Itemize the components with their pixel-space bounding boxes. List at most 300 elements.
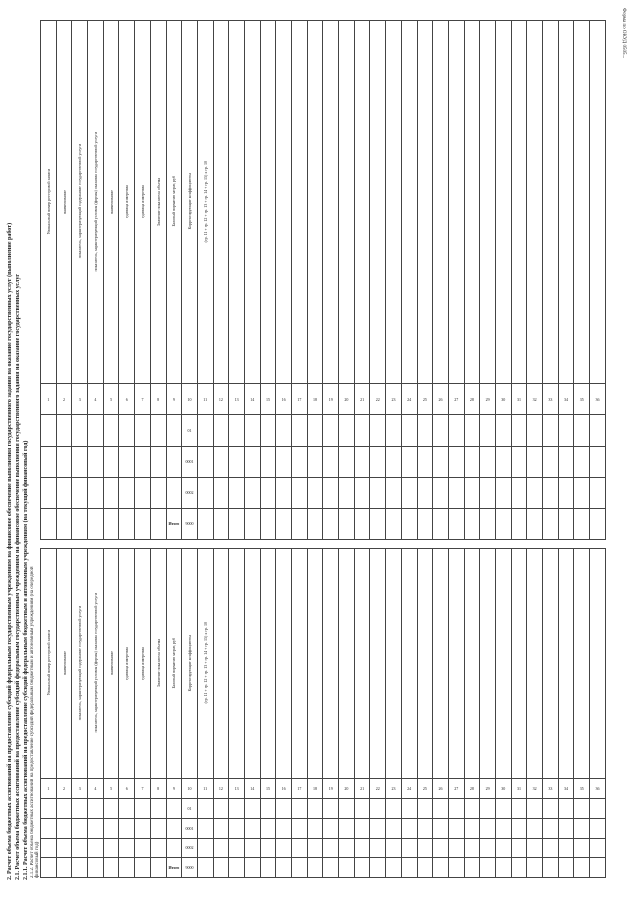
table-cell bbox=[448, 415, 464, 446]
table-cell: 01 bbox=[182, 415, 198, 446]
column-number: 33 bbox=[543, 384, 559, 415]
column-number: 16 bbox=[276, 779, 292, 799]
table-cell bbox=[213, 446, 229, 477]
table-cell bbox=[103, 799, 119, 819]
table-row bbox=[41, 508, 606, 539]
header-cell bbox=[229, 549, 245, 779]
table-cell bbox=[401, 858, 417, 878]
title-line-1: 2. Расчет объема бюджетных ассигнований на предоставление субсидий федеральным государственным учреждениям на финансовое обеспечение выполнения государственного задания на оказание государственных услуг (выполнение работ) bbox=[7, 222, 13, 880]
header-cell bbox=[480, 549, 496, 779]
table-cell bbox=[244, 477, 260, 508]
table-cell bbox=[135, 446, 151, 477]
table-cell bbox=[480, 818, 496, 838]
table-cell bbox=[464, 818, 480, 838]
table-cell bbox=[590, 508, 606, 539]
table-cell bbox=[276, 477, 292, 508]
table-cell bbox=[401, 508, 417, 539]
header-cell bbox=[448, 549, 464, 779]
table-cell bbox=[354, 838, 370, 858]
table-cell: 0002 bbox=[182, 477, 198, 508]
table-cell bbox=[354, 415, 370, 446]
header-cell bbox=[244, 549, 260, 779]
table-cell bbox=[213, 508, 229, 539]
header-cell bbox=[511, 549, 527, 779]
table-cell bbox=[464, 446, 480, 477]
table-cell bbox=[543, 446, 559, 477]
header-cell bbox=[166, 21, 182, 384]
table-cell bbox=[574, 818, 590, 838]
column-number: 23 bbox=[386, 384, 402, 415]
table-cell bbox=[229, 415, 245, 446]
table-cell bbox=[433, 818, 449, 838]
table-cell bbox=[558, 477, 574, 508]
table-cell: Итого bbox=[166, 508, 182, 539]
table-cell bbox=[166, 446, 182, 477]
table-cell bbox=[229, 818, 245, 838]
header-cell bbox=[182, 549, 198, 779]
header-cell bbox=[88, 21, 104, 384]
header-cell bbox=[135, 21, 151, 384]
column-number: 6 bbox=[119, 779, 135, 799]
table-cell bbox=[229, 858, 245, 878]
table-cell bbox=[590, 858, 606, 878]
table-cell bbox=[135, 858, 151, 878]
column-number: 1 bbox=[41, 384, 57, 415]
table-cell bbox=[197, 446, 213, 477]
header-cell bbox=[260, 21, 276, 384]
table-cell bbox=[558, 446, 574, 477]
table-cell bbox=[135, 415, 151, 446]
table-cell bbox=[103, 477, 119, 508]
table-cell: 0001 bbox=[182, 446, 198, 477]
table-cell bbox=[276, 508, 292, 539]
column-number: 6 bbox=[119, 384, 135, 415]
table-cell: 0001 bbox=[182, 818, 198, 838]
table-cell bbox=[276, 818, 292, 838]
table-cell bbox=[213, 858, 229, 878]
unique-number-header: Уникальный номер реестровой записи bbox=[45, 630, 51, 696]
table-cell bbox=[558, 799, 574, 819]
header-cell bbox=[41, 21, 57, 384]
table-cell bbox=[386, 508, 402, 539]
header-row bbox=[41, 21, 606, 384]
column-number: 22 bbox=[370, 779, 386, 799]
column-number: 25 bbox=[417, 384, 433, 415]
table-cell bbox=[135, 818, 151, 838]
table-cell bbox=[543, 415, 559, 446]
calculation-table-2 bbox=[40, 548, 606, 878]
table-cell bbox=[213, 799, 229, 819]
table-cell bbox=[276, 446, 292, 477]
header-cell bbox=[197, 21, 213, 384]
column-number: 23 bbox=[386, 779, 402, 799]
table-cell bbox=[527, 415, 543, 446]
table-cell bbox=[511, 858, 527, 878]
table-cell: 01 bbox=[182, 799, 198, 819]
table-cell bbox=[88, 508, 104, 539]
indicator-name-header: наименование bbox=[108, 189, 114, 214]
table-cell bbox=[197, 415, 213, 446]
table-cell bbox=[370, 508, 386, 539]
column-number: 34 bbox=[558, 384, 574, 415]
table-cell bbox=[339, 858, 355, 878]
header-cell bbox=[558, 21, 574, 384]
column-number: 31 bbox=[511, 384, 527, 415]
table-cell bbox=[464, 477, 480, 508]
table-cell bbox=[527, 838, 543, 858]
column-number: 31 bbox=[511, 779, 527, 799]
header-cell bbox=[41, 549, 57, 779]
table-cell bbox=[511, 838, 527, 858]
table-cell bbox=[495, 477, 511, 508]
header-cell bbox=[260, 549, 276, 779]
column-number: 28 bbox=[464, 384, 480, 415]
table-cell bbox=[433, 415, 449, 446]
table-cell bbox=[103, 415, 119, 446]
table-section-next-year bbox=[30, 548, 606, 878]
service-name-header: наименование bbox=[61, 651, 67, 676]
service-content-header: показатель, характеризующий содержание государственной услуги bbox=[77, 605, 83, 721]
table-cell bbox=[590, 818, 606, 838]
column-number: 24 bbox=[401, 384, 417, 415]
unit-header: единица измерения bbox=[124, 185, 130, 219]
table-cell bbox=[197, 477, 213, 508]
table-cell bbox=[197, 838, 213, 858]
table-cell bbox=[244, 858, 260, 878]
header-cell bbox=[182, 21, 198, 384]
table-cell bbox=[543, 838, 559, 858]
table-cell bbox=[558, 508, 574, 539]
table-cell bbox=[543, 818, 559, 838]
table-cell bbox=[307, 508, 323, 539]
table-section-current-year bbox=[40, 20, 606, 540]
table-cell bbox=[464, 508, 480, 539]
table-cell bbox=[56, 446, 72, 477]
column-number: 21 bbox=[354, 779, 370, 799]
table-cell bbox=[401, 477, 417, 508]
table-cell bbox=[166, 799, 182, 819]
table-cell bbox=[197, 508, 213, 539]
column-number: 8 bbox=[150, 779, 166, 799]
table-cell bbox=[417, 858, 433, 878]
table-cell bbox=[574, 446, 590, 477]
table-cell bbox=[401, 799, 417, 819]
table-cell bbox=[558, 818, 574, 838]
table-cell bbox=[72, 446, 88, 477]
header-cell bbox=[276, 21, 292, 384]
column-number: 32 bbox=[527, 779, 543, 799]
table-cell bbox=[150, 446, 166, 477]
header-cell bbox=[401, 21, 417, 384]
column-number: 9 bbox=[166, 384, 182, 415]
column-number: 4 bbox=[88, 384, 104, 415]
table-cell bbox=[480, 477, 496, 508]
table-cell bbox=[543, 508, 559, 539]
column-number: 20 bbox=[339, 384, 355, 415]
table-cell bbox=[354, 477, 370, 508]
column-number: 7 bbox=[135, 779, 151, 799]
table-cell: 9000 bbox=[182, 858, 198, 878]
table-cell bbox=[213, 818, 229, 838]
table-cell bbox=[323, 799, 339, 819]
table-cell bbox=[41, 477, 57, 508]
table-row bbox=[41, 477, 606, 508]
header-cell bbox=[433, 21, 449, 384]
service-conditions-header: показатель, характеризующий условия (формы) оказания государственной услуги bbox=[92, 131, 98, 272]
header-cell bbox=[401, 549, 417, 779]
header-cell bbox=[72, 21, 88, 384]
column-number: 26 bbox=[433, 384, 449, 415]
header-cell bbox=[292, 549, 308, 779]
table-cell bbox=[574, 508, 590, 539]
header-cell bbox=[464, 21, 480, 384]
table-cell bbox=[543, 858, 559, 878]
table-cell bbox=[448, 818, 464, 838]
column-number: 33 bbox=[543, 779, 559, 799]
table-cell bbox=[354, 799, 370, 819]
table-cell bbox=[574, 838, 590, 858]
header-cell bbox=[558, 549, 574, 779]
table-cell bbox=[386, 799, 402, 819]
header-row bbox=[41, 549, 606, 779]
header-cell bbox=[119, 21, 135, 384]
unit-header: единица измерения bbox=[124, 646, 130, 680]
table-cell bbox=[401, 818, 417, 838]
formula-header: (гр. 11 + гр. 12 + гр. 13 + гр. 14 + гр. 15) x гр. 10 bbox=[202, 160, 208, 243]
table-cell bbox=[88, 477, 104, 508]
header-cell bbox=[276, 549, 292, 779]
column-number: 28 bbox=[464, 779, 480, 799]
table-cell bbox=[495, 415, 511, 446]
column-number: 5 bbox=[103, 384, 119, 415]
table-cell bbox=[417, 477, 433, 508]
table-cell bbox=[260, 838, 276, 858]
header-cell bbox=[307, 549, 323, 779]
table-cell bbox=[103, 818, 119, 838]
table-cell bbox=[511, 477, 527, 508]
table-cell bbox=[56, 415, 72, 446]
table-cell bbox=[135, 508, 151, 539]
table-cell bbox=[370, 415, 386, 446]
table-cell bbox=[229, 477, 245, 508]
column-number: 3 bbox=[72, 384, 88, 415]
table-cell bbox=[260, 446, 276, 477]
table-cell bbox=[307, 818, 323, 838]
header-cell bbox=[574, 21, 590, 384]
header-cell bbox=[119, 549, 135, 779]
table-cell bbox=[276, 838, 292, 858]
table-cell bbox=[558, 838, 574, 858]
table-cell: 0002 bbox=[182, 838, 198, 858]
header-cell bbox=[370, 21, 386, 384]
header-cell bbox=[197, 549, 213, 779]
table-cell bbox=[307, 446, 323, 477]
table-cell bbox=[448, 858, 464, 878]
table-cell bbox=[229, 799, 245, 819]
table-cell bbox=[150, 477, 166, 508]
header-cell bbox=[323, 549, 339, 779]
table-cell bbox=[41, 508, 57, 539]
service-conditions-header: показатель, характеризующий условия (формы) оказания государственной услуги bbox=[92, 593, 98, 733]
table-cell bbox=[495, 818, 511, 838]
header-cell bbox=[229, 21, 245, 384]
table-cell bbox=[260, 818, 276, 838]
table-cell bbox=[292, 477, 308, 508]
column-number: 34 bbox=[558, 779, 574, 799]
table-cell bbox=[166, 477, 182, 508]
column-number: 18 bbox=[307, 779, 323, 799]
header-cell bbox=[590, 549, 606, 779]
header-cell bbox=[354, 21, 370, 384]
table-cell bbox=[244, 799, 260, 819]
table-cell bbox=[41, 446, 57, 477]
table-cell bbox=[103, 838, 119, 858]
header-cell bbox=[370, 549, 386, 779]
column-number: 27 bbox=[448, 384, 464, 415]
table-cell bbox=[150, 858, 166, 878]
table-cell bbox=[511, 508, 527, 539]
table-cell: Итого bbox=[166, 858, 182, 878]
service-content-header: показатель, характеризующий содержание государственной услуги bbox=[77, 144, 83, 259]
column-number: 5 bbox=[103, 779, 119, 799]
title-line-2: 2.1. Расчет объема бюджетных ассигнований на предоставление субсидий федеральным государственным учреждениям на финансовое обеспечение выполнения государственного задания на оказание государственных услуг bbox=[15, 273, 21, 880]
table-cell bbox=[119, 858, 135, 878]
header-cell bbox=[150, 549, 166, 779]
table-cell bbox=[88, 799, 104, 819]
header-cell bbox=[323, 21, 339, 384]
header-cell bbox=[464, 549, 480, 779]
table-cell bbox=[433, 446, 449, 477]
table-cell bbox=[56, 477, 72, 508]
column-number: 2 bbox=[56, 779, 72, 799]
table-cell bbox=[150, 415, 166, 446]
header-cell bbox=[56, 549, 72, 779]
table-cell bbox=[213, 415, 229, 446]
table-cell bbox=[464, 858, 480, 878]
column-number: 19 bbox=[323, 384, 339, 415]
table-cell bbox=[401, 446, 417, 477]
table-cell bbox=[339, 477, 355, 508]
column-number: 12 bbox=[213, 384, 229, 415]
column-number: 25 bbox=[417, 779, 433, 799]
table-cell bbox=[511, 446, 527, 477]
column-number: 36 bbox=[590, 779, 606, 799]
table-cell bbox=[558, 858, 574, 878]
table-cell bbox=[72, 799, 88, 819]
table-cell bbox=[527, 818, 543, 838]
column-number: 32 bbox=[527, 384, 543, 415]
table-cell bbox=[590, 838, 606, 858]
table-cell bbox=[229, 838, 245, 858]
column-number: 35 bbox=[574, 384, 590, 415]
header-cell bbox=[56, 21, 72, 384]
column-number: 26 bbox=[433, 779, 449, 799]
table-cell bbox=[197, 799, 213, 819]
table-cell bbox=[448, 838, 464, 858]
volume-header: Значение показателя объема bbox=[155, 177, 161, 226]
table-cell bbox=[260, 858, 276, 878]
column-number: 4 bbox=[88, 779, 104, 799]
document-title bbox=[6, 20, 30, 880]
table-cell bbox=[370, 446, 386, 477]
table-cell bbox=[574, 858, 590, 878]
table-cell bbox=[88, 415, 104, 446]
column-number: 11 bbox=[197, 779, 213, 799]
volume-header: Значение показателя объема bbox=[155, 639, 161, 688]
header-cell bbox=[417, 21, 433, 384]
table-cell bbox=[417, 508, 433, 539]
column-number: 29 bbox=[480, 779, 496, 799]
table-row bbox=[41, 446, 606, 477]
table-cell bbox=[244, 508, 260, 539]
table-cell bbox=[244, 818, 260, 838]
table-cell bbox=[119, 446, 135, 477]
table-cell bbox=[150, 799, 166, 819]
table-cell bbox=[72, 415, 88, 446]
header-cell bbox=[244, 21, 260, 384]
table-cell bbox=[229, 508, 245, 539]
table-cell bbox=[307, 858, 323, 878]
header-cell bbox=[433, 549, 449, 779]
table-cell bbox=[244, 838, 260, 858]
table-cell bbox=[276, 415, 292, 446]
column-number-row bbox=[41, 384, 606, 415]
table-cell bbox=[511, 818, 527, 838]
table-cell bbox=[354, 446, 370, 477]
header-cell bbox=[590, 21, 606, 384]
table-cell bbox=[480, 858, 496, 878]
column-number: 24 bbox=[401, 779, 417, 799]
title-line-3: 2.1.1. Расчет объема бюджетных ассигнований на предоставление субсидий федеральным бюджетным и автономным учреждениям (на текущий финансовый год) bbox=[23, 440, 29, 880]
table-cell bbox=[448, 799, 464, 819]
table-cell bbox=[527, 508, 543, 539]
table-cell bbox=[354, 818, 370, 838]
table-cell bbox=[56, 858, 72, 878]
column-number: 29 bbox=[480, 384, 496, 415]
table-row bbox=[41, 415, 606, 446]
table-cell bbox=[417, 446, 433, 477]
indicator-name-header: наименование bbox=[108, 651, 114, 676]
table-cell bbox=[527, 446, 543, 477]
column-number: 11 bbox=[197, 384, 213, 415]
column-number: 16 bbox=[276, 384, 292, 415]
table-cell bbox=[323, 415, 339, 446]
column-number: 13 bbox=[229, 779, 245, 799]
table-cell bbox=[244, 415, 260, 446]
header-cell bbox=[386, 549, 402, 779]
table-cell bbox=[464, 799, 480, 819]
table-cell bbox=[103, 508, 119, 539]
table-cell bbox=[292, 799, 308, 819]
table-cell bbox=[166, 415, 182, 446]
table-cell bbox=[370, 799, 386, 819]
table-cell bbox=[197, 818, 213, 838]
column-number: 36 bbox=[590, 384, 606, 415]
table-cell bbox=[41, 415, 57, 446]
table-cell bbox=[88, 818, 104, 838]
table-row bbox=[41, 858, 606, 878]
table-cell bbox=[323, 838, 339, 858]
column-number: 19 bbox=[323, 779, 339, 799]
table-cell bbox=[135, 477, 151, 508]
table-cell bbox=[56, 508, 72, 539]
column-number: 13 bbox=[229, 384, 245, 415]
table-cell bbox=[150, 838, 166, 858]
table-cell bbox=[88, 838, 104, 858]
column-number: 8 bbox=[150, 384, 166, 415]
header-cell bbox=[339, 549, 355, 779]
table-cell bbox=[307, 838, 323, 858]
